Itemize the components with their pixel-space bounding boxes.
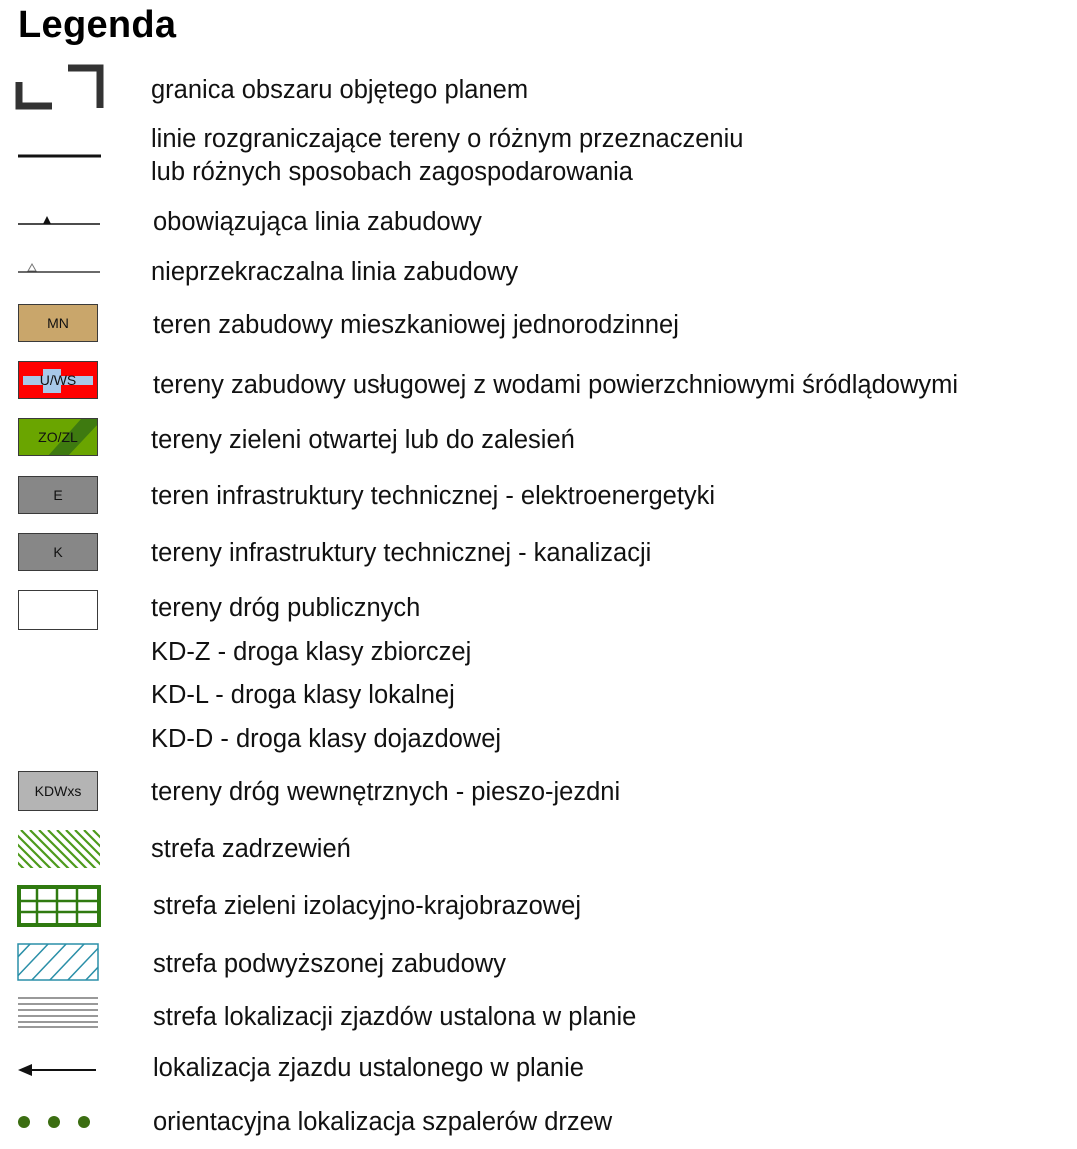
mandatory-building-line-symbol: [16, 210, 104, 230]
tree-rows-dots-symbol: [14, 1110, 104, 1134]
green-isolation-grid-symbol: [16, 884, 102, 928]
green-isolation-zone-label: strefa zieleni izolacyjno-krajobrazowej: [153, 892, 582, 920]
max-building-line-symbol: [16, 258, 104, 278]
demarcation-line-symbol: [16, 150, 104, 162]
public-roads-label: tereny dróg publicznych: [151, 594, 421, 622]
kdl-label: KD-L - droga klasy lokalnej: [151, 681, 455, 709]
zozl-area-swatch: [18, 418, 98, 456]
kdwxs-area-label: tereny dróg wewnętrznych - pieszo-jezdni: [151, 778, 621, 806]
e-area-label: teren infrastruktury technicznej - elektroenergetyki: [151, 482, 716, 510]
plan-boundary-symbol: [14, 62, 106, 114]
k-area-swatch: [18, 533, 98, 571]
kdd-label: KD-D - droga klasy dojazdowej: [151, 725, 502, 753]
kdwxs-code: KDWxs: [34, 783, 82, 799]
e-code: E: [53, 487, 63, 503]
mn-area-label: teren zabudowy mieszkaniowej jednorodzinnej: [153, 311, 679, 339]
entrance-location-label: lokalizacja zjazdu ustalonego w planie: [153, 1054, 584, 1082]
raised-building-zone-label: strefa podwyższonej zabudowy: [153, 950, 506, 978]
zozl-area-label: tereny zieleni otwartej lub do zalesień: [151, 426, 575, 454]
mn-code: MN: [47, 315, 69, 331]
public-roads-swatch: [18, 590, 98, 630]
zozl-code: ZO/ZL: [38, 429, 78, 445]
entrance-zone-label: strefa lokalizacji zjazdów ustalona w planie: [153, 1003, 637, 1031]
uws-area-label: tereny zabudowy usługowej z wodami powierzchniowymi śródlądowymi: [153, 371, 959, 399]
mn-area-swatch: [18, 304, 98, 342]
kdwxs-area-swatch: [18, 771, 98, 811]
mandatory-building-line-label: obowiązująca linia zabudowy: [153, 208, 482, 236]
k-area-label: tereny infrastruktury technicznej - kanalizacji: [151, 539, 652, 567]
tree-zone-label: strefa zadrzewień: [151, 835, 351, 863]
raised-building-zone-hatch-symbol: [16, 942, 102, 982]
demarcation-line-label-2: lub różnych sposobach zagospodarowania: [151, 158, 633, 186]
uws-code: U/WS: [39, 372, 77, 388]
legend-title: Legenda: [18, 4, 177, 46]
kdz-label: KD-Z - droga klasy zbiorczej: [151, 638, 472, 666]
k-code: K: [53, 544, 63, 560]
demarcation-line-label-1: linie rozgraniczające tereny o różnym przeznaczeniu: [151, 125, 744, 153]
entrance-zone-lines-symbol: [16, 994, 102, 1030]
tree-zone-hatch-symbol: [16, 828, 102, 870]
e-area-swatch: [18, 476, 98, 514]
tree-rows-label: orientacyjna lokalizacja szpalerów drzew: [153, 1108, 613, 1136]
plan-boundary-label: granica obszaru objętego planem: [151, 76, 529, 104]
entrance-arrow-symbol: [16, 1060, 102, 1080]
uws-area-swatch: [18, 361, 98, 399]
max-building-line-label: nieprzekraczalna linia zabudowy: [151, 258, 519, 286]
